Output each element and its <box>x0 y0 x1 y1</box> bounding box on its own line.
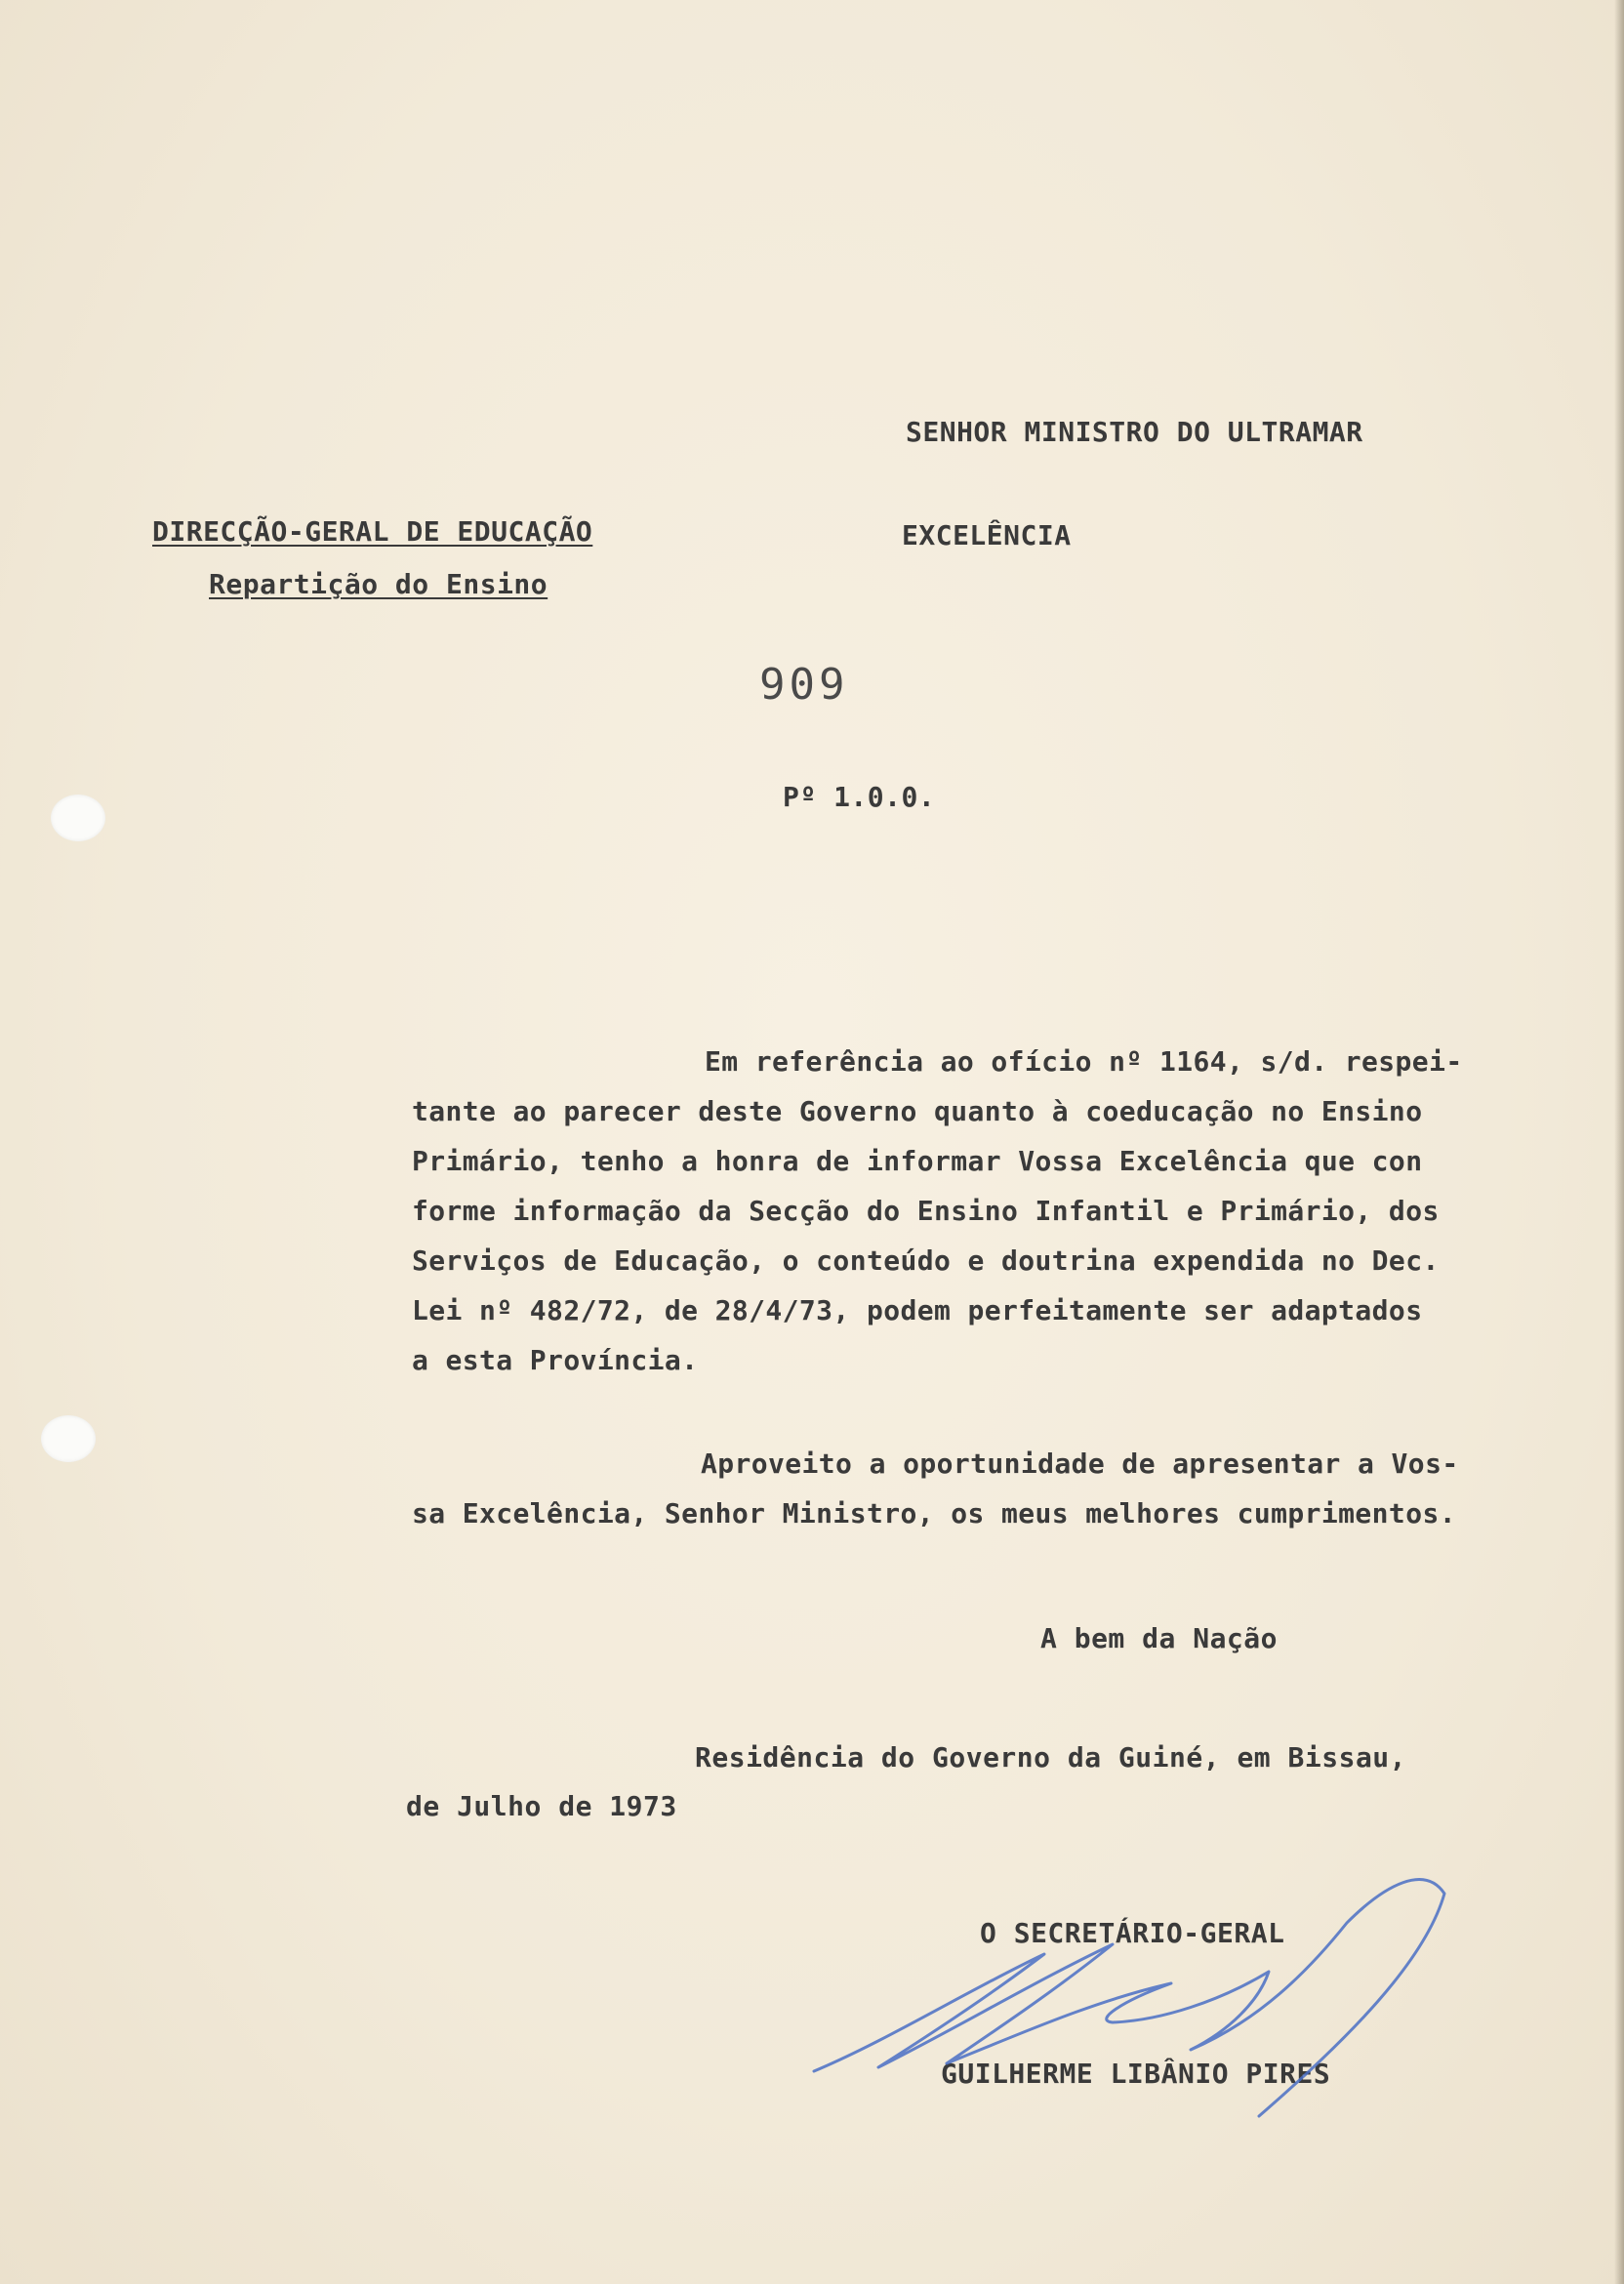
body-paragraph-1 <box>412 1037 1583 1385</box>
place-line: Residência do Governo da Guiné, em Bissau, <box>695 1741 1407 1774</box>
body-line: tante ao parecer deste Governo quanto à coeducação no Ensino <box>412 1095 1423 1127</box>
body-line: a esta Província. <box>412 1344 699 1376</box>
stamped-number: 909 <box>759 660 849 710</box>
body-paragraph-2 <box>412 1439 1583 1538</box>
signatory-title: O SECRETÁRIO-GERAL <box>980 1917 1285 1949</box>
body-line: Primário, tenho a honra de informar Vossa Excelência que con <box>412 1145 1423 1177</box>
punch-hole-bottom <box>41 1415 96 1462</box>
closing-formula: A bem da Nação <box>1040 1622 1279 1654</box>
sender-section: Repartição do Ensino <box>209 568 548 600</box>
body-line: sa Excelência, Senhor Ministro, os meus melhores cumprimentos. <box>412 1497 1456 1529</box>
signature <box>800 1855 1464 2147</box>
recipient-line: SENHOR MINISTRO DO ULTRAMAR <box>906 416 1363 448</box>
body-line: Em referência ao ofício nº 1164, s/d. respei- <box>705 1045 1463 1078</box>
sender-department: DIRECÇÃO-GERAL DE EDUCAÇÃO <box>152 515 593 548</box>
signatory-name: GUILHERME LIBÂNIO PIRES <box>941 2058 1331 2090</box>
salutation: EXCELÊNCIA <box>902 519 1072 551</box>
body-line: Aproveito a oportunidade de apresentar a Vos- <box>701 1448 1459 1480</box>
process-reference: Pº 1.0.0. <box>783 781 936 813</box>
body-line: Lei nº 482/72, de 28/4/73, podem perfeitamente ser adaptados <box>412 1294 1423 1326</box>
punch-hole-top <box>51 795 105 841</box>
body-line: forme informação da Secção do Ensino Infantil e Primário, dos <box>412 1195 1440 1227</box>
page-edge-shadow <box>1614 0 1624 2284</box>
body-line: Serviços de Educação, o conteúdo e doutrina expendida no Dec. <box>412 1244 1440 1277</box>
date-line: de Julho de 1973 <box>406 1790 677 1822</box>
